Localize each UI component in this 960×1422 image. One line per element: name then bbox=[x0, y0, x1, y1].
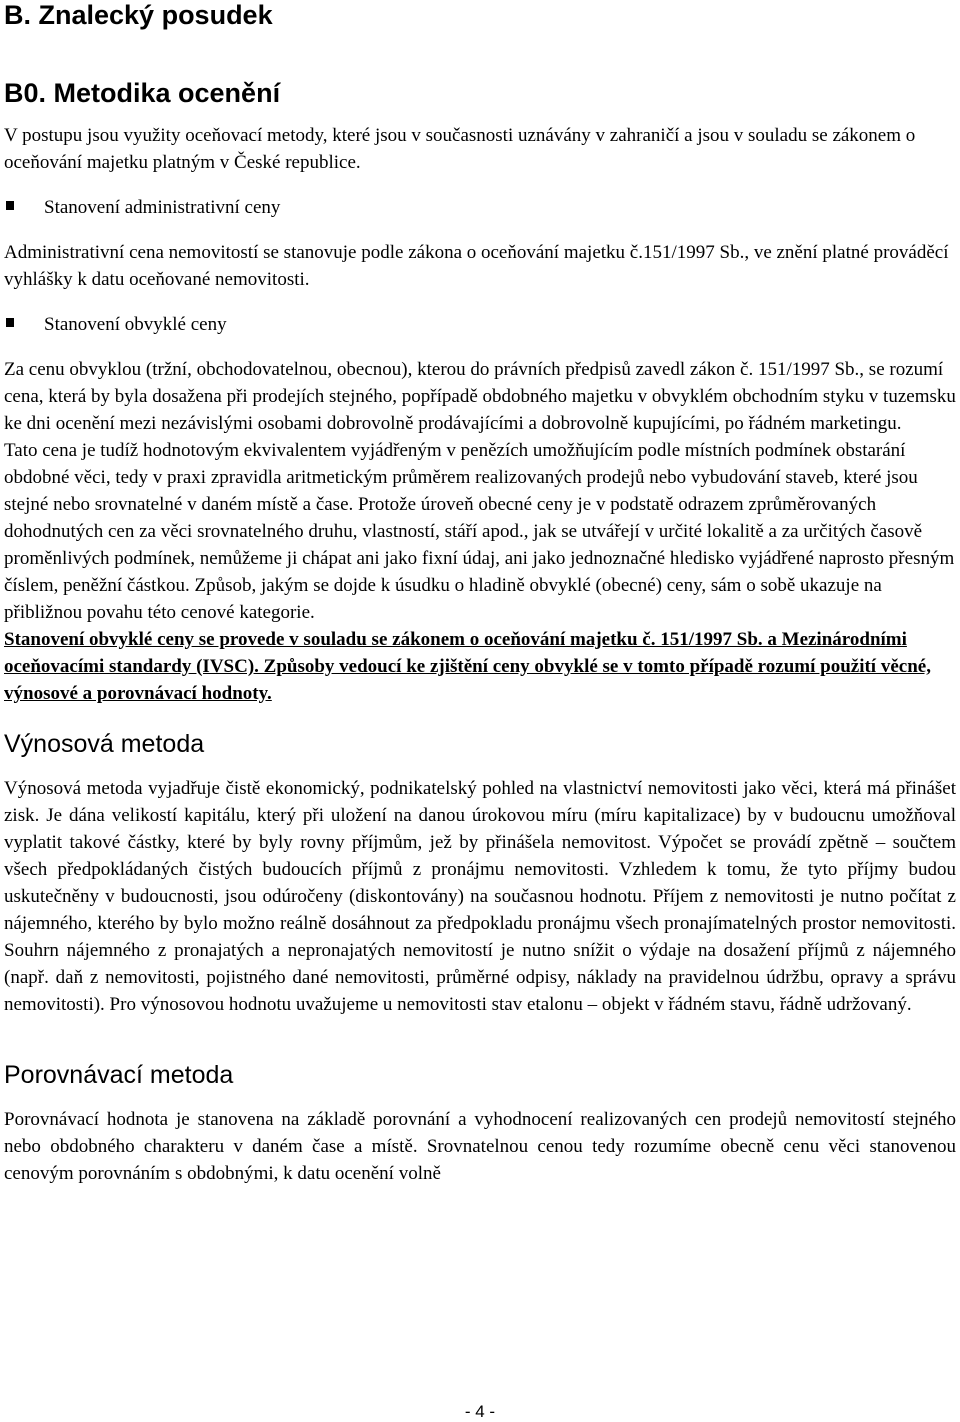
vynosova-paragraph: Výnosová metoda vyjadřuje čistě ekonomický, podnikatelský pohled na vlastnictví nemovitosti jako věci, která má přinášet zisk. Je dána velikostí kapitálu, který při uložení na danou úrokovou míru (míru kapitalizace) by v budoucnu umožňoval vyplatit takové částky, které by byly rovny příjmům, jež by přinášela nemovitost. Výpočet se provádí zpětně – součtem všech předpokládaných čistých budoucích příjmů z pronájmu nemovitosti. Vzhledem k tomu, že tyto příjmy budou uskutečněny v budoucnosti, jsou odúročeny (diskontovány) na současnou hodnotu. Příjem z nemovitosti je nutno počítat z nájemného, kterého by bylo možno reálně dosáhnout za předpokladu pronájmu všech pronajímatelných prostor nemovitosti. Souhrn nájemného z pronajatých a nepronajatých nemovitostí je nutno snížit o výdaje na dosažení příjmů z nájemného (např. daň z nemovitosti, pojistného dané nemovitosti, průměrné odpisy, náklady na pravidelnou údržbu, opravy a správu nemovitosti). Pro výnosovou hodnotu uvažujeme u nemovitosti stav etalonu – objekt v řádném stavu, řádně udržovaný. bbox=[4, 778, 956, 1015]
obvykla-bold-paragraph: Stanovení obvyklé ceny se provede v souladu se zákonem o oceňování majetku č. 151/1997 Sb. a Mezinárodními oceňovacími standardy (IVSC). Způsoby vedoucí ke zjištění ceny obvyklé se v tomto případě rozumí použití věcné, výnosové a porovnávací hodnoty. bbox=[4, 629, 931, 704]
admin-paragraph: Administrativní cena nemovitostí se stanovuje podle zákona o oceňování majetku č.151/1997 Sb., ve znění platné prováděcí vyhlášky k datu oceňované nemovitosti. bbox=[4, 242, 949, 290]
bullet-square-icon bbox=[6, 318, 14, 327]
intro-paragraph: V postupu jsou využity oceňovací metody, které jsou v současnosti uznávány v zahraničí a jsou v souladu se zákonem o oceňování majetku platným v České republice. bbox=[4, 125, 916, 173]
page-number: - 4 - bbox=[464, 1402, 496, 1421]
bullet-admin-label: Stanovení administrativní ceny bbox=[44, 197, 281, 218]
document-heading: B. Znalecký posudek bbox=[4, 0, 273, 30]
porovnavaci-paragraph: Porovnávací hodnota je stanovena na základě porovnání a vyhodnocení realizovaných cen prodejů nemovitostí stejného nebo obdobného charakteru v daném čase a místě. Srovnatelnou cenou tedy rozumíme obecně cenu věci stanovenou cenovým porovnáním s obdobnými, k datu ocenění volně bbox=[4, 1109, 956, 1184]
obvykla-paragraph-1: Za cenu obvyklou (tržní, obchodovatelnou, obecnou), kterou do právních předpisů zavedl zákon č. 151/1997 Sb., se rozumí cena, která by byla dosažena při prodejích stejného, popřípadě obdobného majetku v obvyklém obchodním styku v tuzemsku ke dni ocenění mezi nezávislými osobami dobrovolně prodávajícími a dobrovolně kupujícími, po řádném marketingu. bbox=[4, 359, 956, 434]
bullet-obvykla bbox=[4, 311, 956, 338]
bullet-admin bbox=[4, 194, 956, 221]
obvykla-paragraph-2: Tato cena je tudíž hodnotovým ekvivalentem vyjádřeným v penězích umožňujícím podle místních podmínek obstarání obdobné věci, tedy v praxi zpravidla aritmetickým průměrem realizovaných prodejů nebo vybudování staveb, které jsou stejné nebo srovnatelné v daném místě a čase. Protože úroveň obecné ceny je v podstatě odrazem zprůměrovaných dohodnutých cen za věci srovnatelného druhu, vlastností, stáří apod., jak se utvářejí v určité lokalitě a za určitých časově proměnlivých podmínek, nemůžeme ji chápat ani jako fixní údaj, ani jako jednoznačné hledisko vyjádřené naprosto přesným číslem, peněžní částkou. Způsob, jakým se dojde k úsudku o hladině obvyklé (obecné) ceny, sám o sobě ukazuje na přibližnou povahu této cenové kategorie. bbox=[4, 440, 955, 623]
bullet-obvykla-label: Stanovení obvyklé ceny bbox=[44, 314, 227, 335]
section-title: B0. Metodika ocenění bbox=[4, 78, 281, 108]
porovnavaci-heading: Porovnávací metoda bbox=[4, 1061, 234, 1089]
vynosova-heading: Výnosová metoda bbox=[4, 730, 205, 758]
bullet-square-icon bbox=[6, 201, 14, 210]
